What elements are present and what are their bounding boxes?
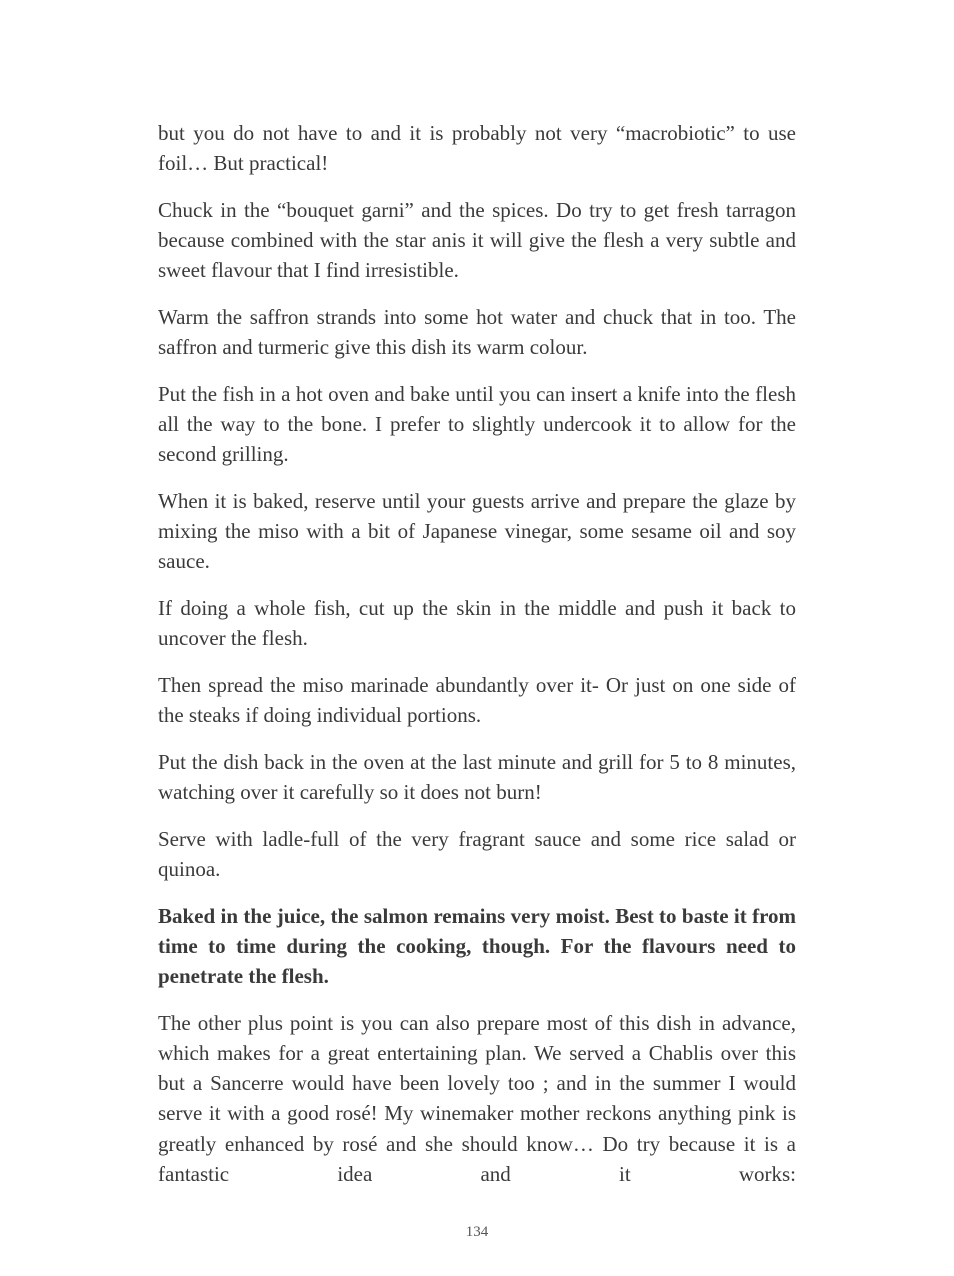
- page-body: [158, 118, 796, 1189]
- paragraph: Chuck in the “bouquet garni” and the spices. Do try to get fresh tarragon because combined with the star anis it will give the flesh a very subtle and sweet flavour that I find irresistible.: [158, 197, 796, 283]
- paragraph: Warm the saffron strands into some hot water and chuck that in too. The saffron and turmeric give this dish its warm colour.: [158, 305, 796, 360]
- bold-tip-paragraph: Baked in the juice, the salmon remains very moist. Best to baste it from time to time during the cooking, though. For the flavours need to penetrate the flesh.: [158, 903, 796, 989]
- paragraph: Put the dish back in the oven at the last minute and grill for 5 to 8 minutes, watching over it carefully so it does not burn!: [158, 749, 796, 805]
- paragraph: but you do not have to and it is probably not very “macrobiotic” to use foil… But practical!: [158, 121, 796, 176]
- page-number: 134: [465, 1224, 489, 1240]
- paragraph: Serve with ladle-full of the very fragrant sauce and some rice salad or quinoa.: [158, 826, 796, 882]
- paragraph: Put the fish in a hot oven and bake until you can insert a knife into the flesh all the way to the bone. I prefer to slightly undercook it to allow for the second grilling.: [158, 381, 796, 467]
- paragraph: The other plus point is you can also prepare most of this dish in advance, which makes for a great entertaining plan. We served a Chablis over this but a Sancerre would have been lovely too ; and in the summer I would serve it with a good rosé! My winemaker mother reckons anything pink is greatly enhanced by rosé and she should know… Do try because it is a fantastic idea and it works:: [158, 1010, 796, 1186]
- paragraph: If doing a whole fish, cut up the skin in the middle and push it back to uncover the flesh.: [158, 596, 796, 651]
- paragraph: When it is baked, reserve until your guests arrive and prepare the glaze by mixing the miso with a bit of Japanese vinegar, some sesame oil and soy sauce.: [158, 489, 796, 574]
- paragraph: Then spread the miso marinade abundantly over it- Or just on one side of the steaks if doing individual portions.: [158, 673, 796, 728]
